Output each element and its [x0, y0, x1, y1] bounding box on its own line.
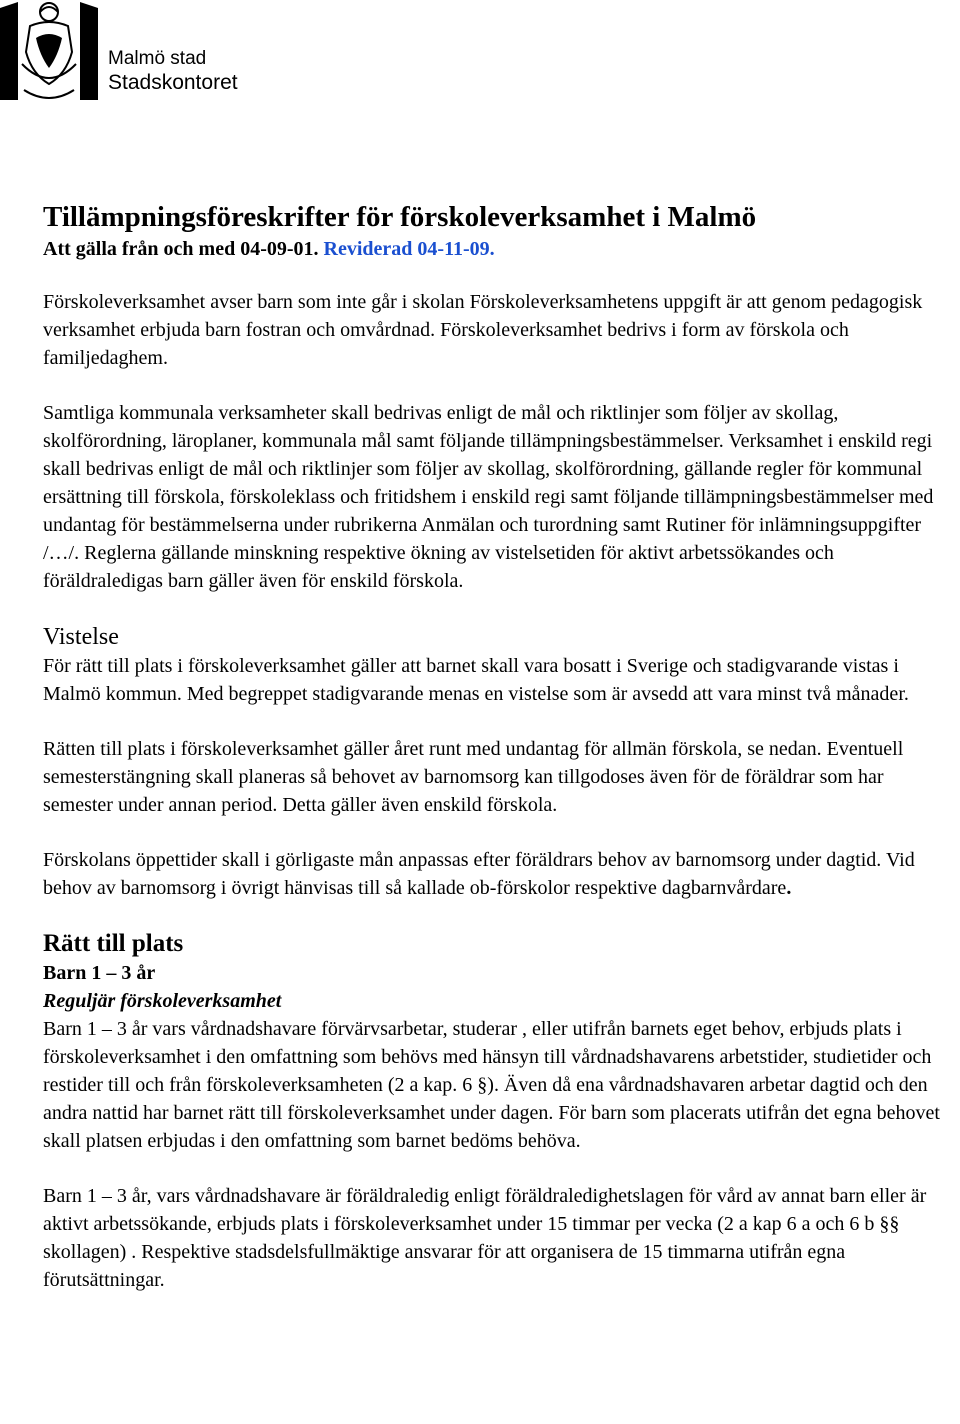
effective-date: Att gälla från och med 04-09-01. [43, 238, 319, 260]
vistelse-paragraph-2: Rätten till plats i förskoleverksamhet gäller året runt med undantag för allmän förskola, se nedan. Eventuell semesterstängning skall planeras så behovet av barnomsorg kan tillgodoses även för de föräldrar som har semester under annan period. Detta gäller även enskild förskola. [43, 738, 904, 816]
ratt-paragraph-1: Barn 1 – 3 år vars vårdnadshavare förvärvsarbetar, studerar , eller utifrån barnets eget behov, erbjuds plats i förskoleverksamhet i den omfattning som behövs med hänsyn till vårdnadshavarens arbetstider, studietider och restider till och från förskoleverksamheten (2 a kap. 6 §). Även då ena vårdnadshavaren arbetar dagtid och den andra nattid har barnet rätt till förskoleverksamhet under dagen. För barn som placerats utifrån det egna behovet skall platsen erbjudas i den omfattning som barnet bedöms behöva. [43, 1018, 940, 1152]
page-header [0, 0, 960, 110]
intro-paragraph-1: Förskoleverksamhet avser barn som inte går i skolan Förskoleverksamhetens uppgift är att genom pedagogisk verksamhet erbjuda barn fostran och omvårdnad. Förskoleverksamhet bedrivs i form av förskola och familjedaghem. [43, 291, 923, 369]
vistelse-paragraph-3-end: . [786, 877, 792, 899]
malmo-coat-of-arms-icon [0, 0, 98, 100]
vistelse-paragraph-3 [43, 846, 953, 902]
document-title: Tillämpningsföreskrifter för förskoleverksamhet i Malmö [43, 201, 757, 233]
document-subtitle [43, 238, 953, 260]
organization-name: Malmö stad [108, 48, 207, 69]
vistelse-paragraph-1: För rätt till plats i förskoleverksamhet gäller att barnet skall vara bosatt i Sverige och stadigvarande vistas i Malmö kommun. Med begreppet stadigvarande menas en vistelse som är avsedd att vara minst två månader. [43, 655, 909, 705]
section-heading-ratt-till-plats: Rätt till plats [43, 930, 184, 957]
subheading-barn-1-3: Barn 1 – 3 år [43, 962, 156, 984]
subheading-regular: Reguljär förskoleverksamhet [43, 990, 282, 1012]
section-heading-vistelse: Vistelse [43, 624, 119, 650]
revised-date: Reviderad 04-11-09. [323, 238, 495, 260]
organization-unit: Stadskontoret [108, 71, 238, 94]
document-body [43, 196, 953, 1294]
ratt-paragraph-2: Barn 1 – 3 år, vars vårdnadshavare är föräldraledig enligt föräldraledighetslagen för vård av annat barn eller är aktivt arbetssökande, erbjuds plats i förskoleverksamhet under 15 timmar per vecka (2 a kap 6 a och 6 b §§ skollagen) . Respektive stadsdelsfullmäktige ansvarar för att organisera de 15 timmarna utifrån egna förutsättningar. [43, 1185, 927, 1291]
intro-paragraph-2: Samtliga kommunala verksamheter skall bedrivas enligt de mål och riktlinjer som följer av skollag, skolförordning, läroplaner, kommunala mål samt följande tillämpningsbestämmelser. Verksamhet i enskild regi skall bedrivas enligt de mål och riktlinjer som följer av skollag, skolförordning, gällande regler för kommunal ersättning till förskola, förskoleklass och fritidshem i enskild regi samt följande tillämpningsbestämmelser med undantag för bestämmelserna under rubrikerna Anmälan och turordning samt Rutiner för inlämningsuppgifter /…/. Reglerna gällande minskning respektive ökning av vistelsetiden för aktivt arbetssökandes och föräldraledigas barn gäller även för enskild förskola. [43, 402, 934, 592]
organization [108, 48, 238, 96]
vistelse-paragraph-3-text: Förskolans öppettider skall i görligaste mån anpassas efter föräldrars behov av barnomsorg under dagtid. Vid behov av barnomsorg i övrigt hänvisas till så kallade ob-förskolor respektive dagbarnvårdare [43, 849, 915, 899]
